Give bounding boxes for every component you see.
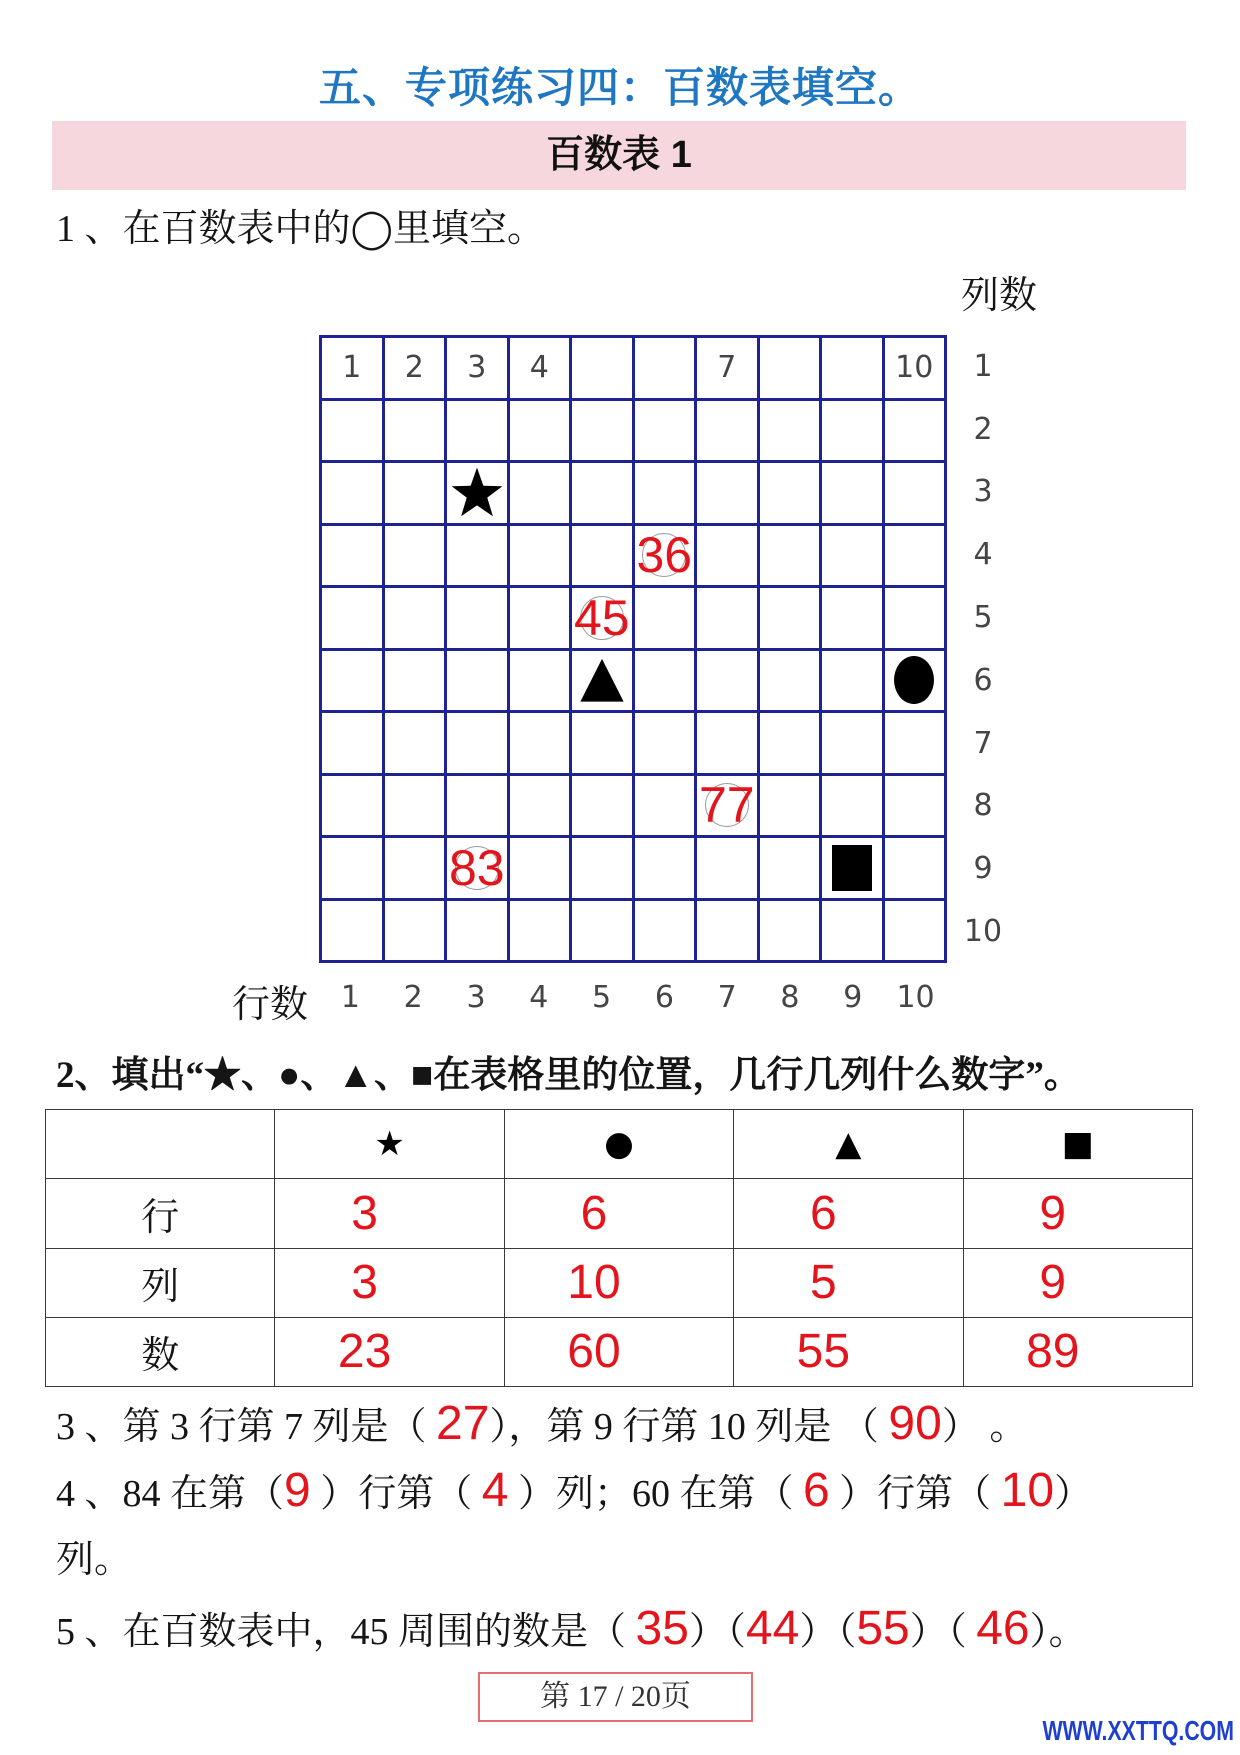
grid-cell <box>447 901 510 964</box>
grid-number: 3 <box>467 350 487 386</box>
grid-cell <box>885 776 948 839</box>
row-label: 数 <box>46 1317 275 1386</box>
grid-cell <box>885 401 948 464</box>
grid-cell <box>572 338 635 401</box>
answer-cell: 23 <box>275 1317 504 1386</box>
row-number-label: 3 <box>973 474 993 510</box>
circle-icon <box>893 655 935 705</box>
hundred-grid <box>319 335 947 963</box>
grid-cell <box>447 651 510 714</box>
grid-cell <box>635 463 698 526</box>
column-number-label: 7 <box>717 980 737 1015</box>
answer-cell: 6 <box>734 1179 963 1248</box>
answer-cell: 3 <box>275 1179 504 1248</box>
grid-cell <box>822 401 885 464</box>
grid-cell <box>635 526 698 589</box>
grid-cell <box>885 526 948 589</box>
answer-cell: 3 <box>275 1248 504 1317</box>
grid-cell <box>447 401 510 464</box>
grid-cell <box>760 651 823 714</box>
grid-cell <box>697 463 760 526</box>
table-corner-cell <box>46 1110 275 1179</box>
grid-cell <box>635 713 698 776</box>
grid-cell <box>572 713 635 776</box>
grid-cell <box>635 776 698 839</box>
grid-cell <box>385 588 448 651</box>
grid-cell <box>822 838 885 901</box>
answer-text: 55 <box>856 1602 910 1655</box>
grid-cell <box>510 713 573 776</box>
row-number-label: 5 <box>973 600 993 636</box>
grid-cell <box>760 526 823 589</box>
grid-cell <box>385 526 448 589</box>
grid-cell <box>572 401 635 464</box>
grid-cell <box>885 338 948 401</box>
grid-cell <box>697 338 760 401</box>
column-number-label: 5 <box>592 980 612 1015</box>
table-row <box>46 1179 1193 1248</box>
grid-cell <box>885 651 948 714</box>
grid-answer: 83 <box>448 839 505 896</box>
grid-cell <box>385 401 448 464</box>
section-header: 百数表 1 <box>546 134 692 176</box>
question-text: ）（ <box>799 1611 857 1653</box>
grid-cell <box>572 776 635 839</box>
grid-cell <box>822 338 885 401</box>
grid-answer: 77 <box>698 777 755 834</box>
question-text: ）（ <box>909 1611 977 1653</box>
grid-cell <box>635 901 698 964</box>
grid-cell <box>635 338 698 401</box>
grid-cell <box>760 713 823 776</box>
answer-cell: 5 <box>734 1248 963 1317</box>
answer-text: 10 <box>1000 1464 1055 1517</box>
column-number-label: 9 <box>843 980 863 1015</box>
grid-answer: 36 <box>636 527 693 584</box>
grid-cell <box>822 463 885 526</box>
grid-cell <box>635 401 698 464</box>
question-text: 3 、第 3 行第 7 列是（ <box>56 1406 437 1448</box>
grid-cell <box>322 463 385 526</box>
grid-answer: 45 <box>573 589 630 646</box>
question-1-text: 1 、在百数表中的◯里填空。 <box>56 208 546 250</box>
grid-cell <box>697 651 760 714</box>
grid-cell <box>510 401 573 464</box>
question-3 <box>56 1399 1027 1449</box>
grid-cell <box>510 838 573 901</box>
grid-cell <box>510 463 573 526</box>
grid-cell <box>760 838 823 901</box>
grid-cell <box>572 526 635 589</box>
grid-cell <box>447 588 510 651</box>
page-number-box <box>478 1672 753 1722</box>
column-axis-label: 列数 <box>961 275 1038 317</box>
grid-cell <box>697 588 760 651</box>
grid-cell <box>385 338 448 401</box>
grid-cell <box>322 713 385 776</box>
watermark <box>940 1712 1234 1750</box>
answer-text: 6 <box>802 1464 830 1517</box>
grid-cell <box>447 776 510 839</box>
grid-cell <box>572 463 635 526</box>
section-header-band <box>52 121 1186 190</box>
grid-cell <box>385 463 448 526</box>
grid-cell <box>447 526 510 589</box>
grid-cell <box>885 588 948 651</box>
grid-cell <box>572 901 635 964</box>
question-text: ） <box>1054 1473 1093 1515</box>
grid-cell <box>760 776 823 839</box>
row-number-label: 9 <box>973 851 993 887</box>
grid-cell <box>697 526 760 589</box>
grid-cell <box>885 463 948 526</box>
grid-cell <box>447 713 510 776</box>
question-text: 4 、84 在第（ <box>56 1473 285 1515</box>
row-number-label: 2 <box>973 411 993 447</box>
grid-cell <box>697 901 760 964</box>
grid-cell <box>822 588 885 651</box>
column-number-label: 10 <box>896 980 935 1015</box>
grid-cell <box>322 901 385 964</box>
grid-cell <box>760 463 823 526</box>
page-number: 第 17 / 20页 <box>540 1680 691 1713</box>
column-number-label: 8 <box>780 980 800 1015</box>
bottom-labels <box>319 976 947 1020</box>
row-number-label: 8 <box>973 788 993 824</box>
grid-cell <box>822 776 885 839</box>
grid-cell <box>510 901 573 964</box>
grid-cell <box>635 651 698 714</box>
triangle-header: ▲ <box>734 1110 963 1179</box>
question-text: 列。 <box>56 1539 133 1581</box>
question-text: ）（ <box>688 1611 746 1653</box>
answer-cell: 10 <box>504 1248 733 1317</box>
grid-cell <box>760 901 823 964</box>
question-4-line-2 <box>56 1535 132 1585</box>
row-number-label: 6 <box>973 662 993 698</box>
grid-cell <box>572 588 635 651</box>
grid-cell <box>447 338 510 401</box>
grid-cell <box>322 776 385 839</box>
answer-text: 46 <box>976 1602 1030 1655</box>
question-2-text: 2、填出“★、●、▲、■在表格里的位置，几行几列什么数字”。 <box>56 1055 1081 1096</box>
square-header: ■ <box>963 1110 1192 1179</box>
position-table <box>45 1109 1193 1387</box>
grid-cell <box>635 588 698 651</box>
grid-cell <box>510 776 573 839</box>
question-text: ）行第（ <box>310 1473 482 1515</box>
grid-number: 4 <box>529 350 549 386</box>
triangle-icon <box>579 657 625 703</box>
grid-cell <box>697 838 760 901</box>
grid-cell <box>885 713 948 776</box>
grid-number: 7 <box>717 350 737 386</box>
answer-text: 9 <box>284 1464 311 1517</box>
row-label: 列 <box>46 1248 275 1317</box>
grid-cell <box>322 651 385 714</box>
column-number-label: 2 <box>403 980 423 1015</box>
grid-cell <box>697 401 760 464</box>
answer-cell: 89 <box>963 1317 1192 1386</box>
column-number-label: 1 <box>340 980 360 1015</box>
question-text: ），第 9 行第 10 列是 （ <box>489 1406 889 1448</box>
grid-cell <box>572 651 635 714</box>
grid-cell <box>885 901 948 964</box>
star-icon <box>450 466 504 520</box>
circle-header: ● <box>504 1110 733 1179</box>
grid-cell <box>385 651 448 714</box>
grid-cell <box>322 588 385 651</box>
grid-cell <box>822 526 885 589</box>
column-number-label: 6 <box>654 980 674 1015</box>
right-labels <box>958 335 1008 963</box>
question-4-line-1 <box>56 1466 1092 1516</box>
grid-cell <box>510 526 573 589</box>
column-number-label: 4 <box>529 980 549 1015</box>
question-text: ） 。 <box>941 1406 1028 1448</box>
row-number-label: 1 <box>973 348 993 384</box>
answer-text: 4 <box>481 1464 509 1517</box>
grid-number: 2 <box>404 350 424 386</box>
grid-cell <box>635 838 698 901</box>
grid-cell <box>385 838 448 901</box>
row-label: 行 <box>46 1179 275 1248</box>
grid-cell <box>510 651 573 714</box>
grid-cell <box>760 401 823 464</box>
grid-cell <box>385 901 448 964</box>
table-header-row <box>46 1110 1193 1179</box>
table-row <box>46 1317 1193 1386</box>
grid-cell <box>510 338 573 401</box>
question-text: ）列；60 在第（ <box>508 1473 803 1515</box>
grid-number: 1 <box>342 350 362 386</box>
grid-cell <box>697 776 760 839</box>
answer-text: 35 <box>635 1602 689 1655</box>
row-number-label: 4 <box>973 537 993 573</box>
table-row <box>46 1248 1193 1317</box>
star-header: ★ <box>275 1110 504 1179</box>
page-title: 五、专项练习四：百数表填空。 <box>318 66 921 112</box>
grid-cell <box>322 838 385 901</box>
row-number-label: 10 <box>963 914 1003 950</box>
grid-cell <box>760 588 823 651</box>
grid-cell <box>322 338 385 401</box>
grid-cell <box>447 463 510 526</box>
grid-cell <box>697 713 760 776</box>
grid-cell <box>822 901 885 964</box>
answer-cell: 9 <box>963 1248 1192 1317</box>
square-icon <box>832 845 872 891</box>
answer-cell: 60 <box>504 1317 733 1386</box>
answer-text: 44 <box>745 1602 800 1655</box>
grid-cell <box>822 651 885 714</box>
grid-cell <box>447 838 510 901</box>
grid-cell <box>822 713 885 776</box>
grid-cell <box>322 401 385 464</box>
question-text: ）行第（ <box>829 1473 1001 1515</box>
grid-cell <box>322 526 385 589</box>
grid-cell <box>760 338 823 401</box>
grid-number: 10 <box>895 350 934 386</box>
grid-cell <box>885 838 948 901</box>
watermark-text: WWW.XXTTQ.COM <box>1042 1715 1234 1746</box>
grid-cell <box>572 838 635 901</box>
answer-cell: 6 <box>504 1179 733 1248</box>
answer-cell: 55 <box>734 1317 963 1386</box>
row-axis-label: 行数 <box>232 984 309 1026</box>
question-5 <box>56 1604 1087 1654</box>
grid-cell <box>385 713 448 776</box>
answer-text: 27 <box>436 1397 490 1450</box>
question-text: 5 、在百数表中，45 周围的数是（ <box>56 1611 636 1653</box>
grid-cell <box>510 588 573 651</box>
grid-cell <box>385 776 448 839</box>
column-number-label: 3 <box>466 980 486 1015</box>
answer-text: 90 <box>888 1397 942 1450</box>
row-number-label: 7 <box>973 725 993 761</box>
answer-cell: 9 <box>963 1179 1192 1248</box>
question-text: ）。 <box>1029 1611 1087 1653</box>
